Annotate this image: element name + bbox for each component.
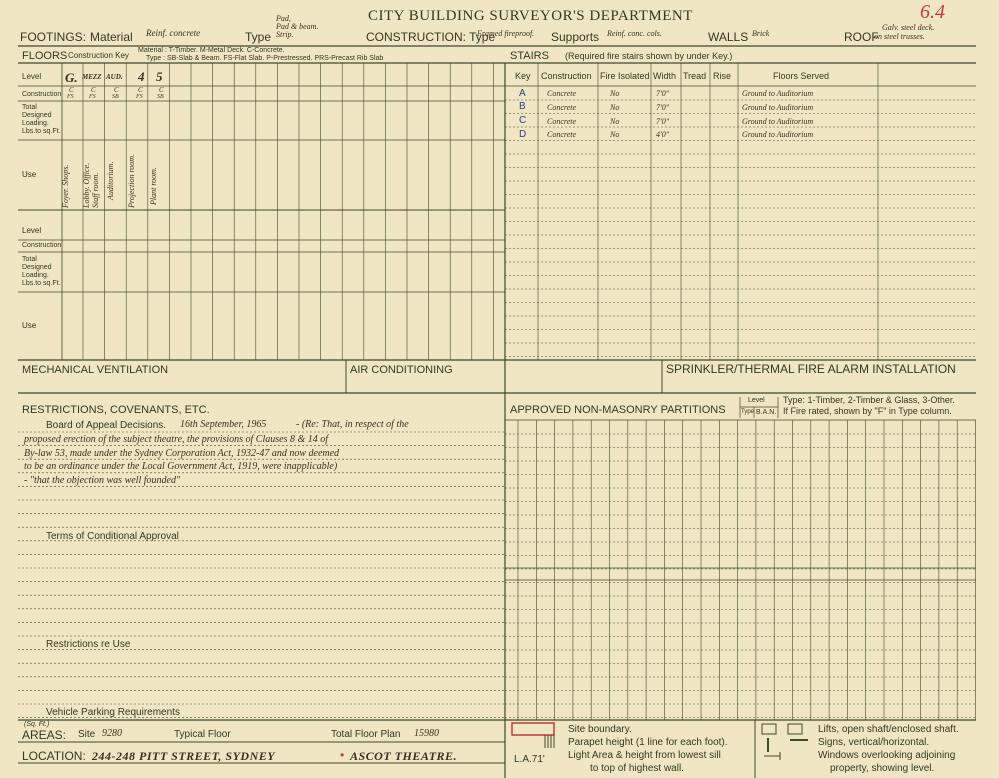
row-label-construction-2: Construction [22, 242, 62, 249]
stair-key-b: B [519, 101, 526, 112]
row-label-loading-7: Loading. [22, 272, 49, 279]
stairs-header-tread: Tread [683, 71, 707, 81]
construction-fs-4: FS [136, 94, 143, 100]
stair-key-c: C [519, 115, 527, 126]
supports-value: Reinf. conc. cols. [607, 29, 662, 38]
use-auditorium: Auditorium. [106, 161, 115, 200]
legend-light-1: Light Area & height from lowest sill [568, 750, 721, 761]
construction-c-3: C [114, 86, 119, 94]
stair-width-c: 7'0" [656, 117, 670, 126]
use-plant: Plant room. [149, 167, 158, 205]
material-key: Material : T-Timber. M-Metal Deck. C-Concrete. [138, 47, 285, 54]
legend-windows-1: Windows overlooking adjoining [818, 750, 956, 761]
row-label-use: Use [22, 170, 37, 179]
stairs-header-rise: Rise [713, 71, 732, 81]
construction-fs-1: FS [67, 94, 74, 100]
total-floor-value: 15980 [414, 728, 439, 739]
row-label-level: Level [22, 72, 42, 81]
stairs-header-fire: Fire Isolated [600, 71, 650, 81]
row-label-loading-2: Designed [22, 112, 52, 119]
restrictions-use-label: Restrictions re Use [46, 639, 131, 650]
construction-sb-3: SB [112, 94, 119, 100]
type-value-1: Pad, [276, 14, 291, 23]
partitions-type-key: Type: 1-Timber, 2-Timber & Glass, 3-Other. [783, 395, 955, 405]
legend-signs: Signs, vertical/horizontal. [818, 737, 930, 748]
stair-construction-c: Concrete [547, 117, 577, 126]
row-label-level-2: Level [22, 226, 42, 235]
construction-c-2: C [91, 86, 96, 94]
roof-label: ROOF [844, 30, 879, 44]
row-label-construction: Construction [22, 91, 62, 98]
row-label-loading-5: Total [22, 256, 37, 263]
stair-key-d: D [519, 129, 527, 140]
stair-width-a: 7'0" [656, 89, 670, 98]
construction-fs-2: FS [89, 94, 96, 100]
location-street: 244-248 PITT STREET, SYDNEY [92, 749, 276, 763]
legend-la: L.A.71' [514, 754, 545, 765]
total-floor-label: Total Floor Plan [331, 729, 401, 740]
construction-c-1: C [69, 86, 74, 94]
appeal-line-3: By-law 53, made under the Sydney Corporation Act, 1932-47 and now deemed [24, 448, 340, 459]
stair-construction-d: Concrete [547, 130, 577, 139]
row-label-loading-4: Lbs.to sq.Ft. [22, 128, 61, 135]
stair-construction-b: Concrete [547, 103, 577, 112]
construction-key-label: Construction Key [68, 51, 129, 60]
site-value: 9280 [102, 728, 122, 739]
mechanical-ventilation-label: MECHANICAL VENTILATION [22, 364, 169, 376]
partitions-fire-note: If Fire rated, shown by "F" in Type column. [783, 406, 952, 416]
appeal-line-2: proposed erection of the subject theatre, the provisions of Clauses 8 & 14 of [24, 434, 329, 445]
typical-floor-label: Typical Floor [174, 729, 231, 740]
appeal-line-1: - (Re: That, in respect of the [296, 419, 409, 430]
walls-value: Brick [752, 29, 770, 38]
air-conditioning-label: AIR CONDITIONING [350, 364, 453, 376]
level-aud: AUD. [106, 73, 123, 81]
stair-floors-d: Ground to Auditorium [742, 130, 814, 139]
legend-light-2: to top of highest wall. [590, 763, 684, 774]
construction-sb-5: SB [157, 94, 164, 100]
areas-label: AREAS: [22, 728, 67, 742]
stairs-title: STAIRS [510, 50, 549, 62]
legend-lifts: Lifts, open shaft/enclosed shaft. [818, 724, 959, 735]
parking-label: Vehicle Parking Requirements [46, 707, 180, 718]
areas-unit: (Sq. Ft.) [24, 721, 50, 728]
roof-value-1: Galv. steel deck. [882, 23, 935, 32]
type-value-2: Pad & beam. [276, 22, 319, 31]
use-lobby: Lobby. Office. Staff room. [82, 162, 100, 208]
level-g: G. [65, 70, 78, 85]
stairs-header-key: Key [515, 71, 531, 81]
appeal-date: 16th September, 1965 [180, 419, 267, 430]
stair-fire-d: No [610, 130, 620, 139]
location-separator-dot: • [340, 748, 345, 762]
sheet-number: 6.4 [920, 1, 945, 23]
stairs-header-construction: Construction [541, 71, 592, 81]
construction-label: CONSTRUCTION: Type [366, 30, 496, 44]
sprinkler-label: SPRINKLER/THERMAL FIRE ALARM INSTALLATION [666, 362, 956, 376]
row-label-use-2: Use [22, 321, 37, 330]
stairs-header-floors: Floors Served [773, 71, 830, 81]
row-label-loading-8: Lbs.to sq.Ft. [22, 280, 61, 287]
stair-width-b: 7'0" [656, 103, 670, 112]
construction-c-4: C [138, 86, 143, 94]
type-value-3: Strip. [276, 30, 294, 39]
stairs-note: (Required fire stairs shown by under Key.) [565, 51, 733, 61]
stair-width-d: 4'0" [656, 130, 670, 139]
supports-label: Supports [551, 30, 600, 44]
roof-value-2: on steel trusses. [874, 32, 925, 41]
partitions-level-label: Level [748, 397, 765, 404]
row-label-loading-6: Designed [22, 264, 52, 271]
terms-label: Terms of Conditional Approval [46, 531, 179, 542]
stair-key-a: A [519, 88, 526, 99]
material-value: Reinf. concrete [146, 28, 201, 38]
partitions-type-label: Type [741, 409, 755, 415]
stair-fire-b: No [610, 103, 620, 112]
page-title: CITY BUILDING SURVEYOR'S DEPARTMENT [368, 8, 693, 24]
use-foyer: Foyer. Shops. [61, 164, 70, 208]
floors-title: FLOORS [22, 50, 68, 62]
partitions-title: APPROVED NON-MASONRY PARTITIONS [510, 404, 726, 416]
row-label-loading-1: Total [22, 104, 37, 111]
use-projection: Projection room. [127, 153, 136, 208]
material-label: Material [90, 30, 133, 44]
level-mezz: MEZZ [82, 73, 102, 81]
site-label: Site [78, 729, 96, 740]
partitions-ban-label: B.A.N. [756, 409, 777, 416]
stair-construction-a: Concrete [547, 89, 577, 98]
legend-windows-2: property, showing level. [830, 763, 935, 774]
type-label: Type [245, 30, 272, 44]
location-label: LOCATION: [22, 749, 86, 763]
construction-c-5: C [159, 86, 164, 94]
stairs-header-width: Width [653, 71, 677, 81]
appeal-line-5: - "that the objection was well founded" [24, 475, 181, 486]
walls-label: WALLS [708, 30, 749, 44]
restrictions-title: RESTRICTIONS, COVENANTS, ETC. [22, 404, 210, 416]
location-name: ASCOT THEATRE. [350, 749, 458, 763]
level-5: 5 [156, 69, 163, 84]
stair-floors-c: Ground to Auditorium [742, 117, 814, 126]
footings-label: FOOTINGS: [20, 30, 86, 44]
level-4: 4 [138, 69, 145, 84]
type-key: Type : SB-Slab & Beam. FS-Flat Slab. P-Prestressed. PRS-Precast Rib Slab [146, 55, 384, 62]
stair-fire-c: No [610, 117, 620, 126]
appeal-line-4: to be an ordinance under the Local Government Act, 1919, were inapplicable) [24, 461, 338, 472]
row-label-loading-3: Loading. [22, 120, 49, 127]
construction-value: Framed fireproof. [477, 29, 535, 38]
legend-site: Site boundary. [568, 724, 632, 735]
stair-fire-a: No [610, 89, 620, 98]
stair-floors-b: Ground to Auditorium [742, 103, 814, 112]
board-of-appeal-label: Board of Appeal Decisions. [46, 420, 167, 431]
stair-floors-a: Ground to Auditorium [742, 89, 814, 98]
legend-parapet: Parapet height (1 line for each foot). [568, 737, 728, 748]
